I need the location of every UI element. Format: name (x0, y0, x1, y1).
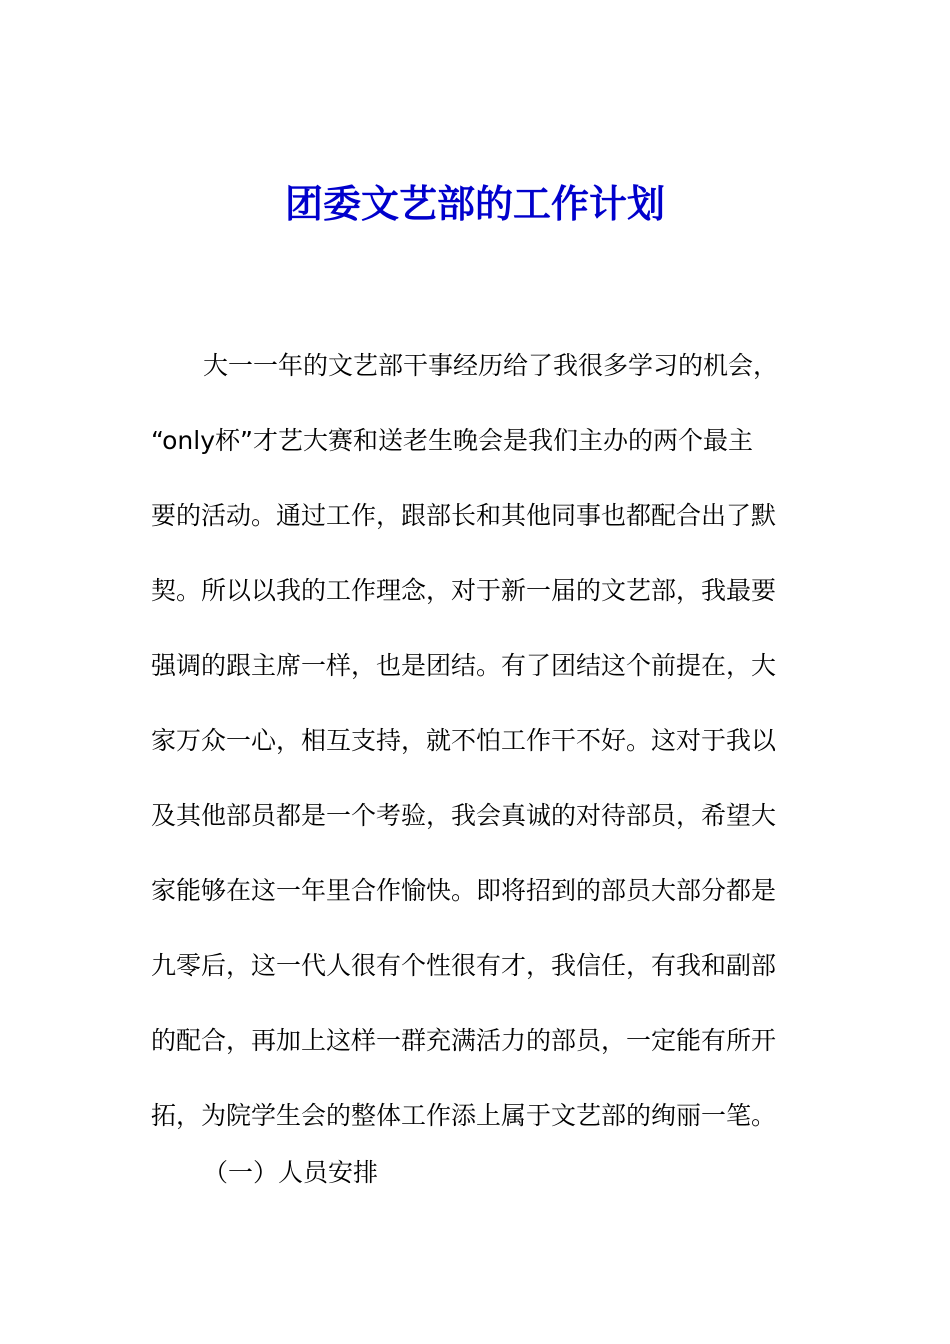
paragraph-line: 契。所以以我的工作理念，对于新一届的文艺部，我最要 (151, 576, 777, 605)
paragraph-line: 拓，为院学生会的整体工作添上属于文艺部的绚丽一笔。 (151, 1101, 777, 1130)
paragraph-line: 强调的跟主席一样，也是团结。有了团结这个前提在，大 (151, 651, 777, 680)
paragraph-line: 家万众一心，相互支持，就不怕工作干不好。这对于我以 (151, 726, 777, 755)
paragraph-line: “only杯”才艺大赛和送老生晚会是我们主办的两个最主 (151, 426, 753, 455)
paragraph-line: 九零后，这一代人很有个性很有才，我信任，有我和副部 (151, 951, 777, 980)
section-heading: （一）人员安排 (203, 1158, 379, 1187)
paragraph-line: 家能够在这一年里合作愉快。即将招到的部员大部分都是 (151, 876, 777, 905)
paragraph-line: 大一一年的文艺部干事经历给了我很多学习的机会， (203, 351, 779, 380)
document-title: 团委文艺部的工作计划 (284, 181, 665, 226)
paragraph-line: 要的活动。通过工作，跟部长和其他同事也都配合出了默 (151, 501, 777, 530)
paragraph-line: 的配合，再加上这样一群充满活力的部员，一定能有所开 (151, 1026, 777, 1055)
paragraph-line: 及其他部员都是一个考验，我会真诚的对待部员，希望大 (151, 801, 777, 830)
body-paragraph (151, 328, 801, 1153)
